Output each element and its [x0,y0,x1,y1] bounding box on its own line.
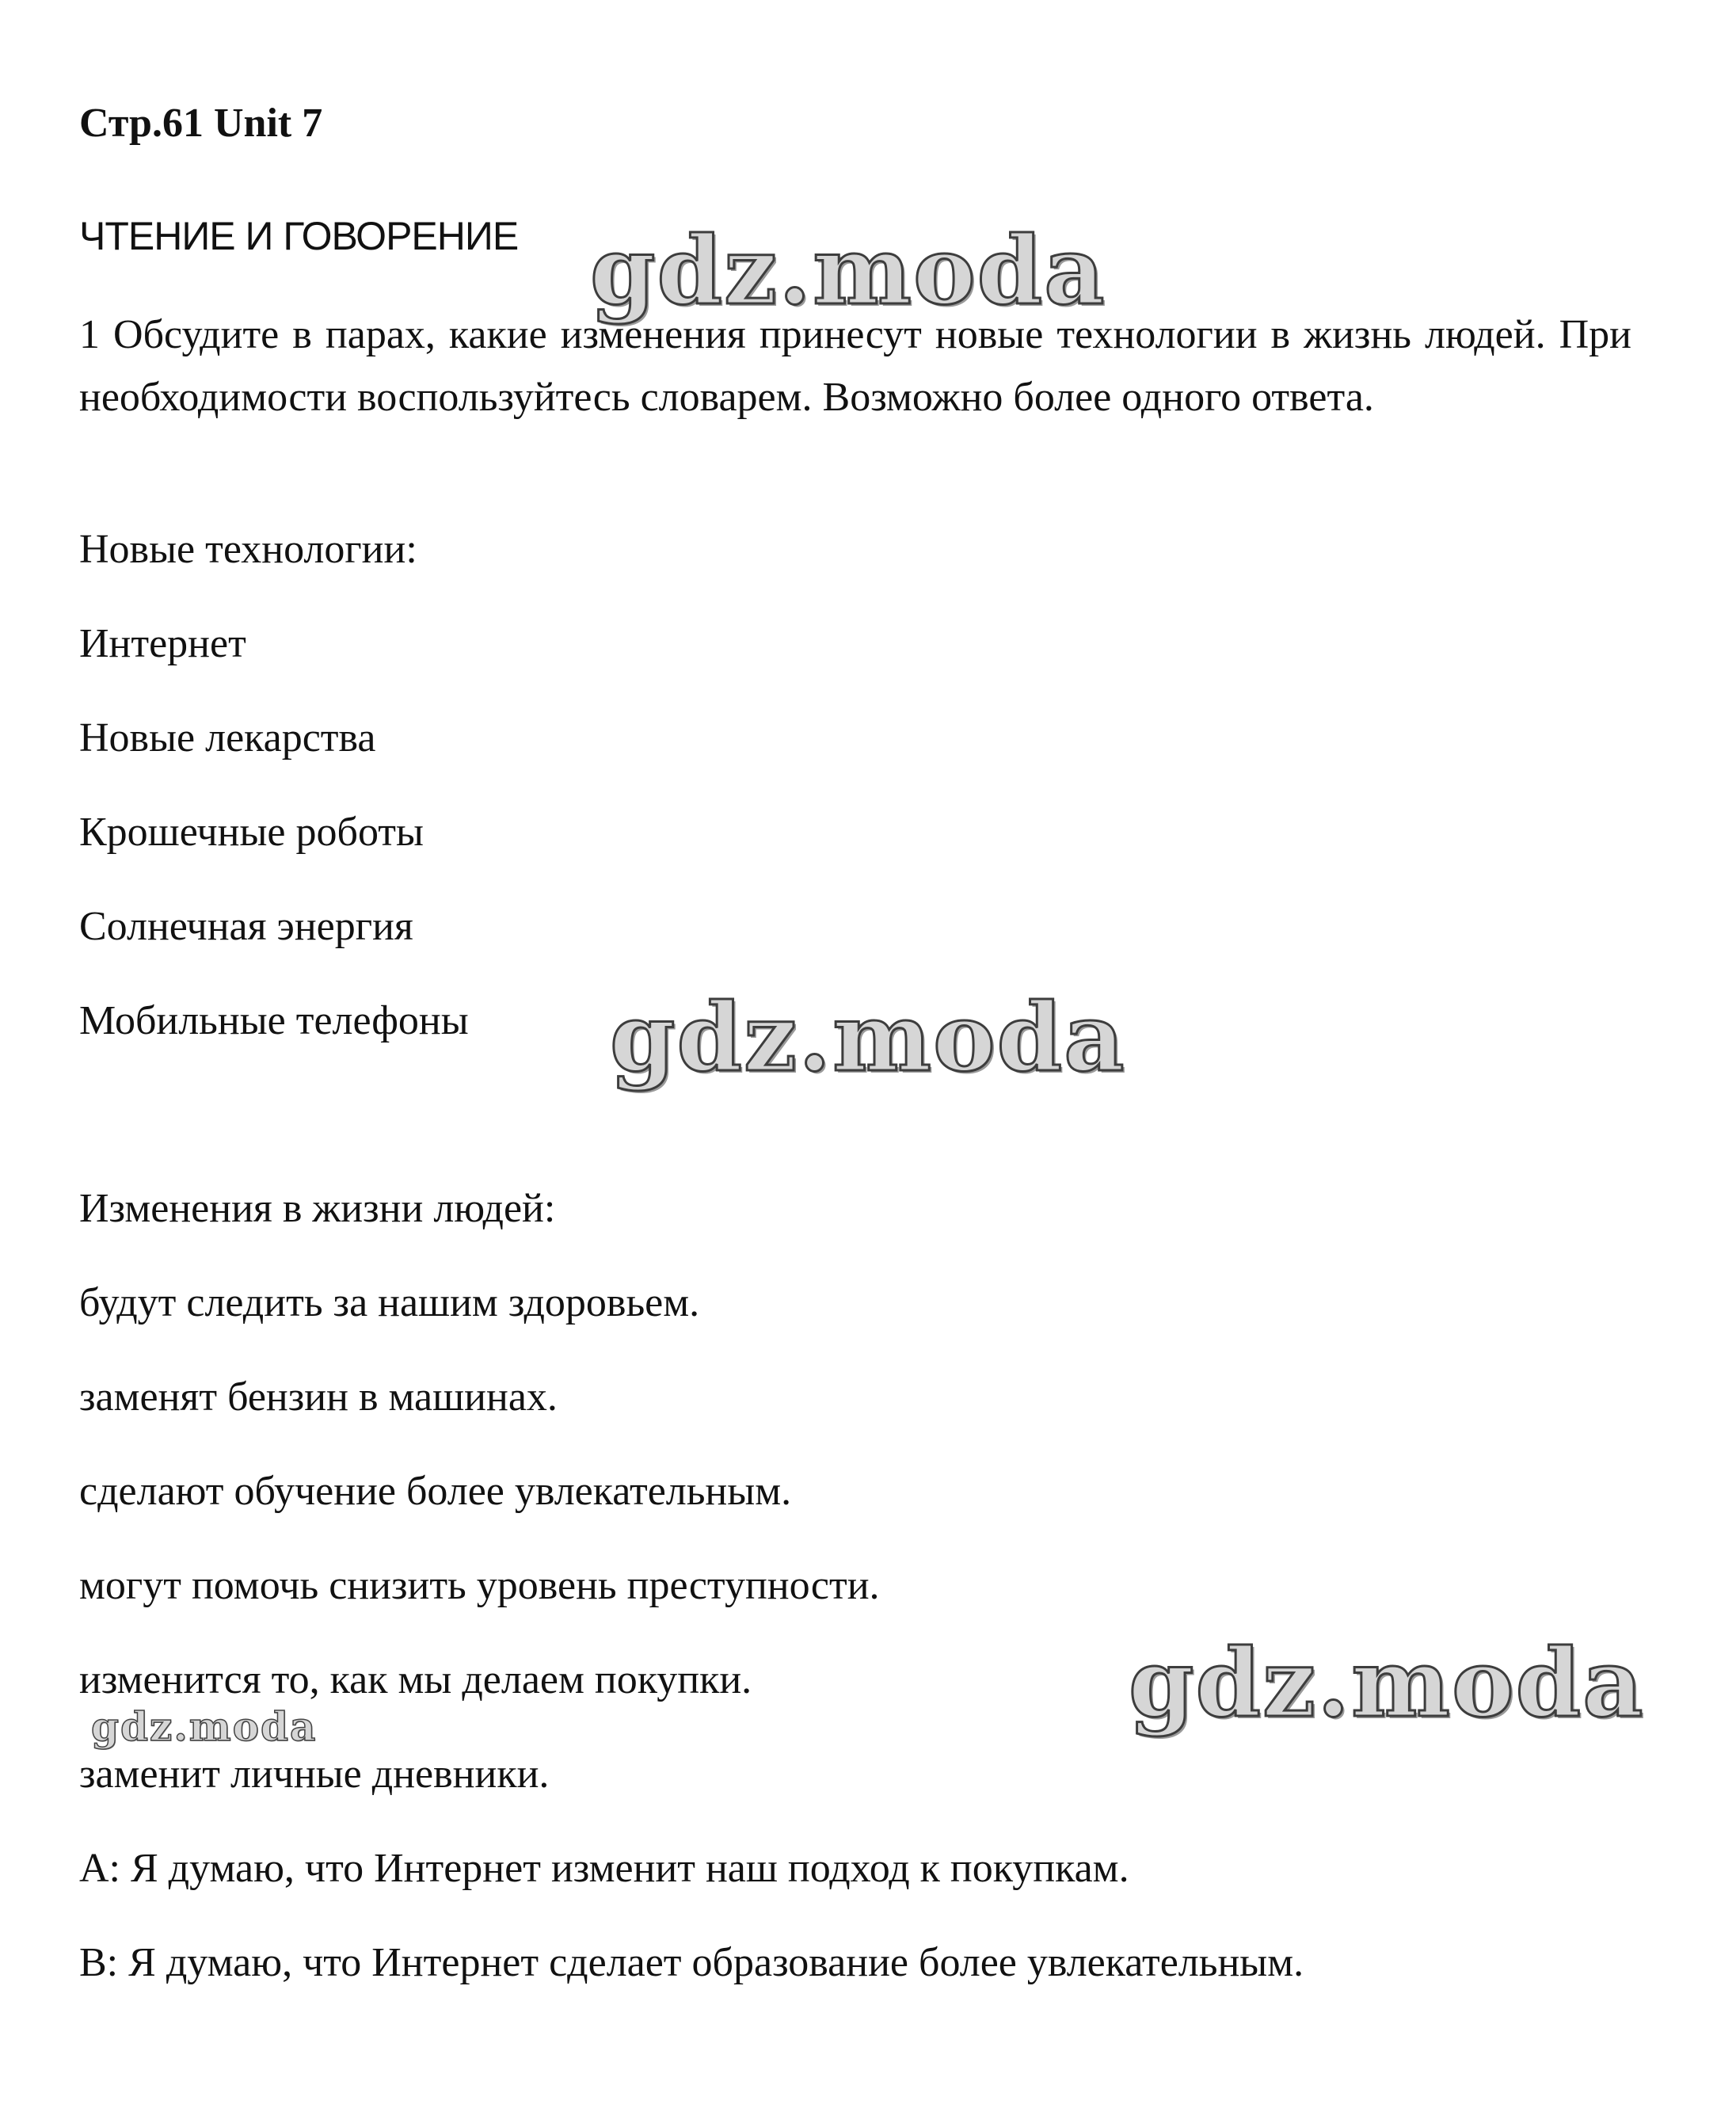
change-item: могут помочь снизить уровень преступности. [79,1563,880,1608]
technology-item: Крошечные роботы [79,810,424,855]
change-item: заменят бензин в машинах. [79,1374,558,1420]
technology-item: Солнечная энергия [79,904,413,949]
dialogue-line-b: B: Я думаю, что Интернет сделает образование более увлекательным. [79,1940,1304,1985]
change-item: заменит личные дневники. [79,1752,550,1797]
watermark: gdz.moda [590,215,1106,326]
watermark: gdz.moda [610,982,1126,1092]
changes-label: Изменения в жизни людей: [79,1186,556,1231]
technology-item: Интернет [79,621,246,666]
task-instruction: 1 Обсудите в парах, какие изменения принесут новые технологии в жизнь людей. При необходимости воспользуйтесь словарем. Возможно более одного ответа. [79,312,1631,420]
page-heading: Стр.61 Unit 7 [79,101,323,146]
technology-item: Новые лекарства [79,715,376,760]
technologies-label: Новые технологии: [79,527,417,572]
watermark: gdz.moda [91,1703,318,1750]
section-title: ЧТЕНИЕ И ГОВОРЕНИЕ [79,214,519,258]
change-item: сделают обучение более увлекательным. [79,1469,792,1514]
dialogue-line-a: A: Я думаю, что Интернет изменит наш подход к покупкам. [79,1846,1129,1891]
change-item: изменится то, как мы делаем покупки. [79,1657,752,1702]
change-item: будут следить за нашим здоровьем. [79,1280,700,1325]
watermark: gdz.moda [1129,1628,1645,1738]
technology-item: Мобильные телефоны [79,998,469,1043]
